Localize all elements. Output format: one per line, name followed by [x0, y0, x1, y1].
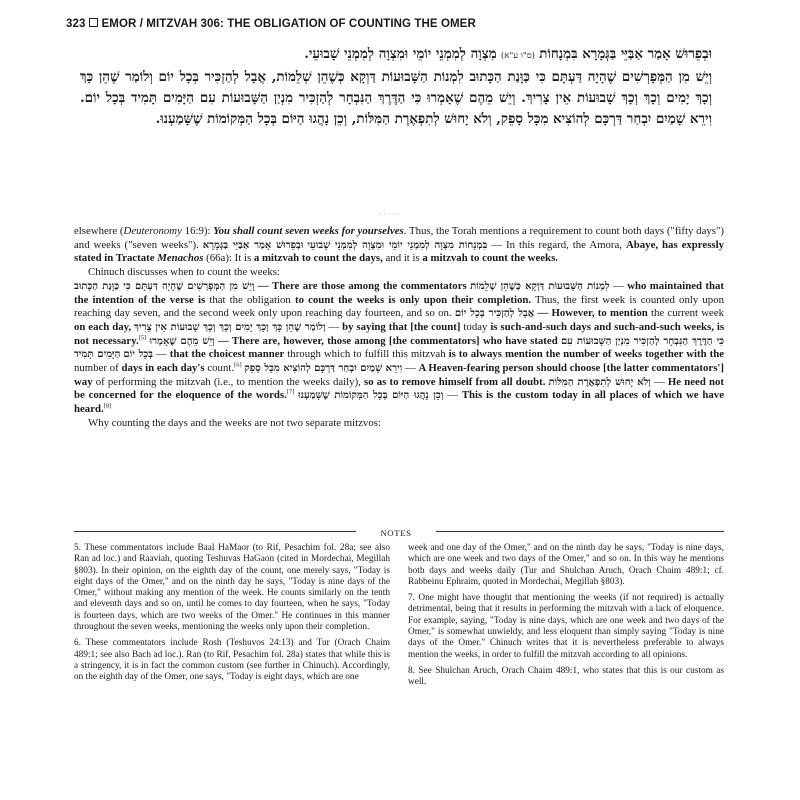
- note-8: 8. See Shulchan Aruch, Orach Chaim 489:1, who states that this is our custom as well.: [408, 665, 724, 688]
- book-page: [66, 0, 730, 800]
- notes-column-right: [408, 543, 724, 694]
- hebrew-lemma: וּבְפֵרוּשׁ אָמַר אַבַּיֵּי בַּגְּמָרָא: [202, 239, 304, 251]
- note-6-continued: week and one day of the Omer," and on the ninth day he says, "Today is nine days, which are one week and two days of the Omer," and so on. In this way he mentions both days and weeks daily (Tur and Shulchan Aruch, Orach Chaim 489:1; cf. Rabbeinu Ephraim, quoted in Mordechai, Megillah §803).: [408, 543, 724, 587]
- hebrew-lemma: אֲבָל לְהַזְכִּיר בְּכָל יוֹם: [454, 308, 535, 320]
- running-head: [66, 18, 666, 30]
- source-ref: (ס"ו ע"א): [500, 51, 535, 61]
- running-title: EMOR / MITZVAH 306: THE OBLIGATION OF COUNTING THE OMER: [101, 18, 476, 30]
- footnote-marker: [5]: [138, 334, 147, 342]
- hebrew-lemma: לִמְנוֹת הַשָּׁבוּעוֹת דַּוְקָא כְּשֶׁהֵן שְׁלֵמוֹת: [470, 280, 610, 292]
- translation-paragraph-2: Chinuch discusses when to count the weeks:: [88, 266, 280, 279]
- hebrew-lemma: וְיֵשׁ מִן הַמְּפָרְשִׁים שֶׁהָיָה דַּעְתָּם כִּי כַּוָּנַת הַכָּתוּב: [74, 280, 255, 292]
- hebrew-lemma: וִירֵא שָׁמַיִם יִבְחַר דַּרְכָּם לְהוֹצִיא מִכָּל סָפֵק: [244, 363, 403, 375]
- note-5: 5. These commentators include Baal HaMaor (to Rif, Pesachim fol. 28a; see also Ran ad loc.) and Raaviah, quoting Teshuvas HaGaon (cited in Mordechai, Megillah §803). In their opinion, on the eighth day of the count, one merely says, "Today is eight days of the Omer," and on the ninth day he says, "Today is nine days of the Omer," without making any mention of the week. He counts similarly on the tenth and eleventh days and so on, until he comes to day fourteen, when he says, "Today is fourteen days, which are two weeks of the Omer." He continues in this manner throughout the seven weeks, mentioning the weeks only upon their completion.: [74, 543, 390, 633]
- section-ornament: ◦◦◦◦◦: [378, 211, 402, 218]
- hebrew-paragraph-1: [80, 44, 712, 67]
- note-6: 6. These commentators include Rosh (Teshuvos 24:13) and Tur (Orach Chaim 489:1; see also Bach ad loc.). Ran (to Rif, Pesachim fol. 28a) states that while this is a stringency, it is in fact the common custom (see further in Chinuch). Accordingly, on the eighth day of the Omer, one says, "Today is eight days, which are one: [74, 638, 390, 683]
- hebrew-lemma: וְכֵן נָהֲגוּ הַיּוֹם בְּכָל הַמְּקוֹמוֹת שֶׁשָּׁמַעְנוּ: [298, 390, 444, 402]
- note-7: 7. One might have thought that mentioning the weeks (if not required) is actually detrimental, being that it results in performing the mitzvah with a lack of eloquence. For example, saying, "Today is nine days, which are one week and two days of the Omer," is somewhat unwieldy, and less eloquent than simply saying "Today is nine days of the Omer." Chinuch writes that it is nevertheless preferable to always mention the weeks, in order to fulfill the mitzvah according to all opinions.: [408, 593, 724, 660]
- footnote-marker: [8]: [103, 402, 112, 410]
- hebrew-lemma: וְלֹא יָחוּשׁ לְתִפְאֶרֶת הַמִּלּוֹת: [548, 376, 651, 388]
- hebrew-lemma: כִּי הַדֶּרֶךְ הַנִּבְחָר לְהַזְכִּיר מִנְיַן הַשָּׁבוּעוֹת עִם הַיָּמִים תָּמִיד: [74, 335, 724, 361]
- footnote-marker: [6]: [234, 361, 242, 369]
- footnote-marker: [7]: [286, 388, 295, 396]
- square-bullet-icon: [89, 18, 98, 27]
- translation-paragraph-3: וְיֵשׁ מִן הַמְּפָרְשִׁים שֶׁהָיָה דַּעְתָּם כִּי כַּוָּנַת הַכָּתוּב — There are those among the commentators לִמְנוֹת הַשָּׁבוּעוֹת דַּוְקָא כְּשֶׁהֵן שְׁלֵמוֹת — who maintained that the intention of the verse is that the obligation to count the weeks is only upon their completion. Thus, the first week is counted only upon reaching day seven, and the second week only upon reaching day fourteen, and so on. אֲבָל לְהַזְכִּיר בְּכָל יוֹם — However, to mention the current week on each day, וְלוֹמַר שֶׁהֵן כָּךְ וְכָךְ יָמִים וְכָךְ וְכָךְ שָׁבוּעוֹת אֵין צָרִיךְ — by saying that [the count] today is such-and-such days and such-and-such weeks, is not necessary.[5] וְיֵשׁ מֵהֶם שֶׁאָמְרוּ — There are, however, those among [the commentators] who have stated כִּי הַדֶּרֶךְ הַנִּבְחָר לְהַזְכִּיר מִנְיַן הַשָּׁבוּעוֹת עִם הַיָּמִים תָּמִיד בְּכָל יוֹם — that the choicest manner through which to fulfill this mitzvah is to always mention the number of weeks together with the number of days in each day's count.[6] וִירֵא שָׁמַיִם יִבְחַר דַּרְכָּם לְהוֹצִיא מִכָּל סָפֵק — A Heaven-fearing person should choose [the latter commentators'] way of performing the mitzvah (i.e., to mention the weeks daily), so as to remove himself from all doubt. וְלֹא יָחוּשׁ לְתִפְאֶרֶת הַמִּלּוֹת — He need not be concerned for the eloquence of the words.[7] וְכֵן נָהֲגוּ הַיּוֹם בְּכָל הַמְּקוֹמוֹת שֶׁשָּׁמַעְנוּ — This is the custom today in all places of which we have heard.[8]: [74, 279, 725, 416]
- hebrew-lemma: בְּכָל יוֹם: [123, 349, 153, 361]
- notes-column-left: [74, 543, 390, 694]
- notes-heading: NOTES: [356, 528, 436, 538]
- hebrew-text: וּבְפֵרוּשׁ אָמַר אַבַּיֵּי בַּגְּמָרָא בִּמְנָחוֹת: [539, 46, 712, 62]
- hebrew-text: מִצְוָה לְמִמְנֵי יוֹמֵי וּמִצְוָה לְמִמְנֵי שָׁבוּעֵי.: [304, 46, 497, 62]
- translation-block: [74, 225, 724, 431]
- translation-paragraph-4: Why counting the days and the weeks are not two separate mitzvos:: [88, 416, 381, 429]
- hebrew-paragraph-2: [80, 67, 712, 130]
- page-number: 323: [66, 18, 86, 30]
- hebrew-text: וְיֵשׁ מִן הַמְּפָרְשִׁים שֶׁהָיָה דַּעְתָּם כִּי כַּוָּנַת הַכָּתוּב לִמְנוֹת הַשָּׁבוּעוֹת דַּוְקָא כְּשֶׁהֵן שְׁלֵמוֹת, אֲבָל לְהַזְכִּיר בְּכָל יוֹם וְלוֹמַר שֶׁהֵן כָּךְ וְכָךְ יָמִים וְכָךְ וְכָךְ שָׁבוּעוֹת אֵין צָרִיךְ. וְיֵשׁ מֵהֶם שֶׁאָמְרוּ כִּי הַדֶּרֶךְ הַנִּבְחָר לְהַזְכִּיר מִנְיַן הַשָּׁבוּעוֹת עִם הַיָּמִים תָּמִיד בְּכָל יוֹם. וִירֵא שָׁמַיִם יִבְחַר דַּרְכָּם לְהוֹצִיא מִכָּל סָפֵק, וְלֹא יָחוּשׁ לְתִפְאֶרֶת הַמִּלּוֹת, וְכֵן נָהֲגוּ הַיּוֹם בְּכָל הַמְּקוֹמוֹת שֶׁשָּׁמַעְנוּ.: [80, 69, 712, 127]
- hebrew-lemma: וְלוֹמַר שֶׁהֵן כָּךְ וְכָךְ יָמִים וְכָךְ וְכָךְ שָׁבוּעוֹת אֵין צָרִיךְ: [134, 321, 326, 333]
- notes-section: [74, 543, 724, 694]
- hebrew-text-block: [80, 44, 712, 130]
- hebrew-lemma: וְיֵשׁ מֵהֶם שֶׁאָמְרוּ: [149, 335, 215, 347]
- hebrew-lemma: בִּמְנָחוֹת מִצְוָה לְמִמְנֵי יוֹמֵי וּמִצְוָה לְמִמְנֵי שָׁבוּעֵי: [307, 239, 488, 251]
- translation-paragraph-1: elsewhere (Deuteronomy 16:9): You shall count seven weeks for yourselves. Thus, the Torah mentions a requirement to count both days ("fifty days") and weeks ("seven weeks"). וּבְפֵרוּשׁ אָמַר אַבַּיֵּי בַּגְּמָרָא בִּמְנָחוֹת מִצְוָה לְמִמְנֵי יוֹמֵי וּמִצְוָה לְמִמְנֵי שָׁבוּעֵי — In this regard, the Amora, Abaye, has expressly stated in Tractate Menachos (66a): It is a mitzvah to count the days, and it is a mitzvah to count the weeks.: [74, 225, 724, 265]
